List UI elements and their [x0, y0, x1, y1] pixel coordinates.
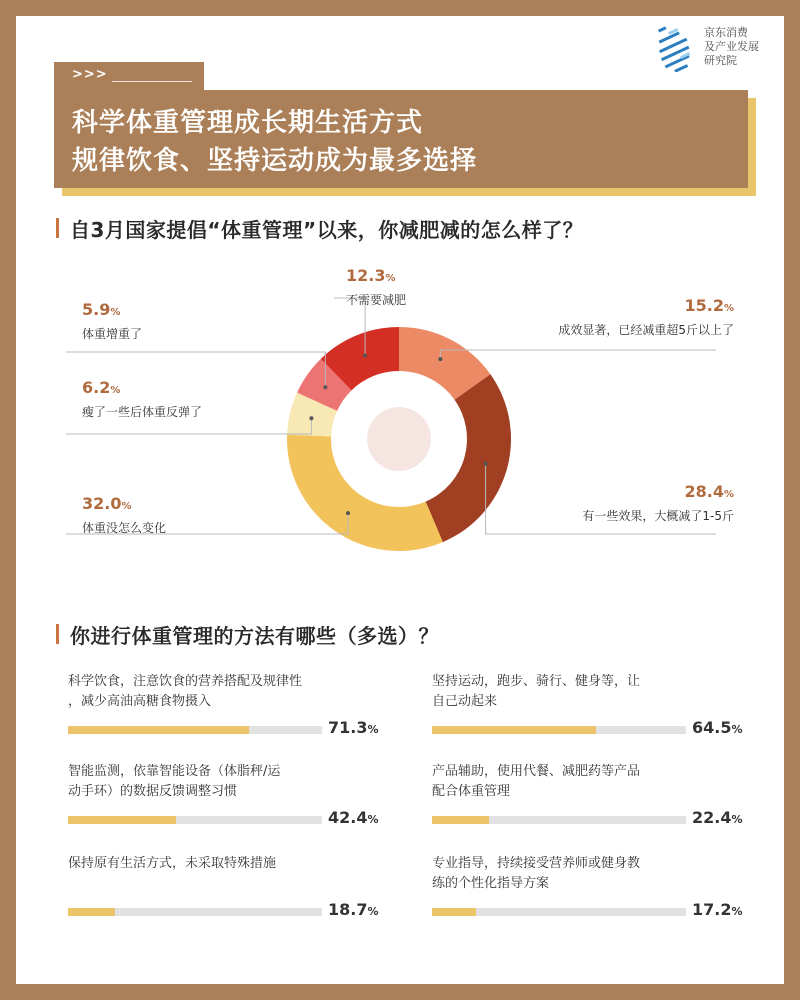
pie-slice-significant-leader-dot	[438, 357, 442, 361]
pie-gained-pct: 5.9	[82, 300, 111, 319]
method-text-line1: 产品辅助，使用代餐、减肥药等产品	[432, 764, 641, 779]
pie-label-rebound	[82, 378, 202, 420]
method-text	[432, 762, 742, 802]
pie-label-rebound-value	[82, 378, 202, 397]
method-bar-fill	[68, 908, 115, 916]
pie-significant-text: 成效显著，已经减重超5斤以上了	[558, 323, 734, 337]
method-bar-row	[432, 900, 742, 924]
method-bar-row	[68, 718, 378, 742]
pie-label-no-need-value	[346, 266, 406, 285]
method-bar-row	[68, 900, 378, 924]
pie-no-change-text: 体重没怎么变化	[82, 521, 167, 535]
pie-slice-gained	[297, 359, 351, 411]
banner-arrows: >>>	[72, 67, 108, 82]
method-bar-fill	[432, 816, 489, 824]
method-text-line2: ，减少高油高糖食物摄入	[68, 694, 212, 709]
pie-no-change-pct: 32.0	[82, 494, 122, 513]
method-text-line2: 配合体重管理	[432, 784, 511, 799]
pie-some-effect-text: 有一些效果，大概减了1-5斤	[582, 509, 734, 523]
pie-label-significant	[498, 296, 734, 338]
pie-slice-significant	[399, 327, 490, 400]
pie-slice-gained-leader-dot	[323, 385, 327, 389]
method-bar-track	[68, 908, 322, 916]
brand-name-line1: 京东消费	[704, 26, 748, 39]
banner-title-line1: 科学体重管理成长期生活方式	[72, 108, 424, 138]
method-text-line2: 自己动起来	[432, 694, 498, 709]
donut-center-dot	[367, 407, 431, 471]
pie-rebound-pct: 6.2	[82, 378, 111, 397]
brand-name-line2: 及产业发展	[704, 40, 759, 53]
method-bar-row	[432, 808, 742, 832]
pie-label-no-change	[82, 494, 166, 536]
banner-tab	[54, 62, 204, 92]
method-bar-fill	[68, 726, 249, 734]
banner-title-line2: 规律饮食、坚持运动成为最多选择	[72, 146, 478, 176]
pie-gained-unit: %	[110, 307, 121, 318]
infographic-card	[16, 16, 784, 984]
pie-slice-some-effect-leader-dot	[484, 462, 488, 466]
method-text	[68, 762, 378, 802]
pie-significant-pct: 15.2	[684, 296, 724, 315]
method-value: 22.4%	[692, 808, 743, 827]
pie-no-need-unit: %	[385, 273, 396, 284]
pie-no-need-pct: 12.3	[346, 266, 386, 285]
method-value: 64.5%	[692, 718, 743, 737]
method-value: 42.4%	[328, 808, 379, 827]
method-item	[68, 672, 378, 742]
pie-slice-rebound	[287, 393, 337, 437]
method-text-line2: 练的个性化指导方案	[432, 876, 550, 891]
method-bar-track	[432, 908, 686, 916]
method-value: 18.7%	[328, 900, 379, 919]
method-item	[68, 762, 378, 832]
pie-label-no-need	[346, 266, 406, 308]
pie-slice-no-need	[321, 327, 399, 390]
method-bar-row	[432, 718, 742, 742]
pie-no-change-unit: %	[121, 501, 132, 512]
method-text-line1: 智能监测，依靠智能设备（体脂秤/运	[68, 764, 281, 779]
pie-label-some-effect	[514, 482, 734, 524]
method-bar-track	[432, 726, 686, 734]
pie-gained-text: 体重增重了	[82, 327, 143, 341]
method-text-line2: 动手环）的数据反馈调整习惯	[68, 784, 238, 799]
method-text-line2: 保持原有生活方式，未采取特殊措施	[68, 856, 277, 871]
method-text-line1: 科学饮食，注意饮食的营养搭配及规律性	[68, 674, 303, 689]
q1-title: 自3月国家提倡“体重管理”以来，你减肥减的怎么样了？	[70, 214, 583, 243]
method-bar-row	[68, 808, 378, 832]
pie-some-effect-pct: 28.4	[684, 482, 724, 501]
pie-slice-some-effect	[426, 374, 511, 542]
method-bar-track	[68, 816, 322, 824]
method-bar-fill	[432, 726, 596, 734]
method-value: 71.3%	[328, 718, 379, 737]
pie-label-gained	[82, 300, 142, 342]
method-item	[68, 854, 378, 924]
method-value: 17.2%	[692, 900, 743, 919]
pie-label-no-change-value	[82, 494, 166, 513]
pie-no-need-text: 不需要减肥	[346, 293, 407, 307]
pie-label-significant-value	[498, 296, 734, 315]
pie-slice-no-change	[287, 435, 443, 551]
pie-slice-significant-leader-line	[440, 350, 716, 359]
method-text	[68, 672, 378, 712]
method-bar-track	[68, 726, 322, 734]
pie-slice-rebound-leader-line	[66, 418, 311, 434]
method-text	[432, 854, 742, 894]
method-item	[432, 762, 742, 832]
pie-slice-no-change-leader-dot	[346, 511, 350, 515]
pie-label-some-effect-value	[514, 482, 734, 501]
pie-significant-unit: %	[723, 303, 734, 314]
pie-rebound-unit: %	[110, 385, 121, 396]
method-text	[432, 672, 742, 712]
title-banner	[54, 62, 760, 202]
q2-title: 你进行体重管理的方法有哪些（多选）？	[70, 620, 439, 649]
pie-some-effect-unit: %	[723, 489, 734, 500]
method-bar-fill	[432, 908, 476, 916]
method-item	[432, 854, 742, 924]
method-bar-track	[432, 816, 686, 824]
banner-divider	[112, 81, 192, 82]
brand-name-line3: 研究院	[704, 54, 737, 67]
method-text-line1: 坚持运动，跑步、骑行、健身等，让	[432, 674, 641, 689]
method-text-line1: 专业指导，持续接受营养师或健身教	[432, 856, 641, 871]
method-bar-fill	[68, 816, 176, 824]
pie-slice-rebound-leader-dot	[309, 416, 313, 420]
pie-rebound-text: 瘦了一些后体重反弹了	[82, 405, 203, 419]
banner-box	[54, 90, 748, 188]
method-text	[68, 854, 378, 894]
method-item	[432, 672, 742, 742]
pie-slice-no-need-leader-dot	[363, 354, 367, 358]
pie-label-gained-value	[82, 300, 142, 319]
